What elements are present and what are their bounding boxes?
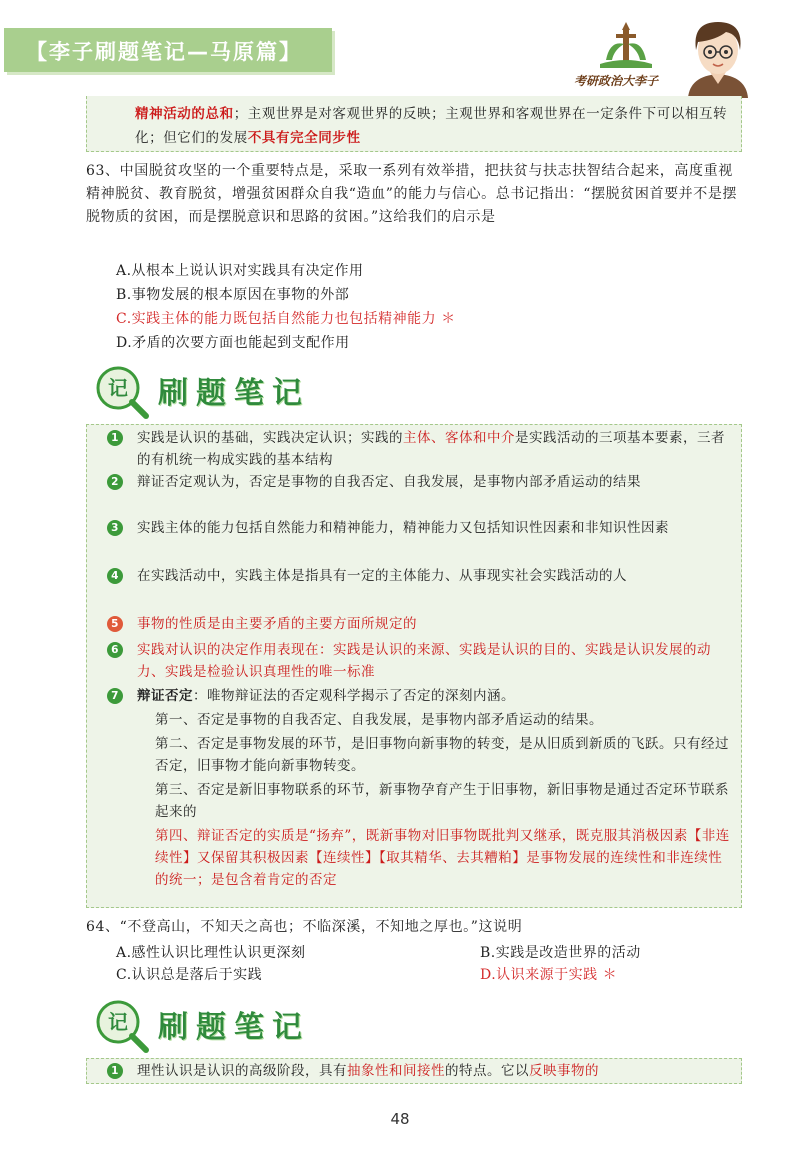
note-number-2: 2 [107, 474, 123, 490]
note-item-5 [107, 613, 731, 635]
note-item-2 [107, 471, 731, 493]
note-1-highlight: 主体、客体和中介 [403, 430, 515, 446]
q63-option-c-correct: C.实践主体的能力既包括自然能力也包括精神能力 ＊ [116, 311, 456, 327]
magnifier-note-icon [92, 362, 150, 420]
note-7-intro: ：唯物辩证法的否定观科学揭示了否定的深刻内涵。 [193, 688, 515, 704]
note2-text-c: 的特点。它以 [445, 1063, 529, 1079]
note-5-text: 事物的性质是由主要矛盾的主要方面所规定的 [137, 616, 417, 632]
note-item-6 [107, 639, 731, 683]
notes-box-2 [86, 1058, 742, 1084]
note-number-5: 5 [107, 616, 123, 632]
svg-text:记: 记 [108, 1010, 128, 1034]
note-number-3: 3 [107, 520, 123, 536]
note-title: 刷题笔记 [158, 376, 310, 411]
note2-highlight-b: 抽象性和间接性 [347, 1063, 445, 1079]
q63-option-b: B.事物发展的根本原因在事物的外部 [116, 287, 350, 303]
note-title-2: 刷题笔记 [158, 1010, 310, 1045]
note-continuation-text [135, 102, 731, 150]
note-header-1 [86, 358, 742, 424]
question-63-stem: 63、中国脱贫攻坚的一个重要特点是，采取一系列有效举措，把扶贫与扶志扶智结合起来，高度重视精神脱贫、教育脱贫，增强贫困群众自我“造血”的能力与信心。总书记指出：“摆脱贫困首要并不是摆脱物质的贫困，而是摆脱意识和思路的贫困。”这给我们的启示是 [86, 163, 738, 225]
note-header-2 [86, 992, 742, 1058]
note-number-4: 4 [107, 568, 123, 584]
note-7-point-4: 第四、辩证否定的实质是“扬弃”，既新事物对旧事物既批判又继承，既克服其消极因素【非连续性】又保留其积极因素【连续性】【取其精华、去其糟粕】是事物发展的连续性和非连续性的统一；是包含着肯定的否定 [155, 828, 730, 888]
note-7-point-3: 第三、否定是新旧事物联系的环节，新事物孕育产生于旧事物，新旧事物是通过否定环节联系起来的 [155, 782, 729, 820]
note-3-text: 实践主体的能力包括自然能力和精神能力，精神能力又包括知识性因素和非知识性因素 [137, 520, 669, 536]
note2-number-1: 1 [107, 1063, 123, 1079]
q63-option-d: D.矛盾的次要方面也能起到支配作用 [116, 335, 350, 351]
note-number-7: 7 [107, 688, 123, 704]
tree-logo-icon [596, 20, 656, 72]
note-7-heading: 辩证否定 [137, 688, 193, 704]
highlight-not-synchronous: 不具有完全同步性 [247, 130, 361, 146]
q64-option-a: A.感性认识比理性认识更深刻 [116, 945, 306, 961]
note2-item-1 [107, 1060, 731, 1082]
note-number-1: 1 [107, 430, 123, 446]
page-number: 48 [390, 1110, 410, 1128]
note-item-4 [107, 565, 731, 587]
note-item-1 [107, 427, 731, 471]
q64-option-d-correct: D.认识来源于实践 ＊ [480, 967, 618, 983]
author-avatar [676, 14, 760, 98]
note-2-text: 辩证否定观认为，否定是事物的自我否定、自我发展，是事物内部矛盾运动的结果 [137, 474, 641, 490]
note-1-text-a: 实践是认识的基础，实践决定认识；实践的 [137, 430, 403, 446]
note-number-6: 6 [107, 642, 123, 658]
q63-option-a: A.从根本上说认识对实践具有决定作用 [116, 263, 364, 279]
logo-text: 考研政治大李子 [574, 74, 659, 88]
note-7-point-2: 第二、否定是事物发展的环节，是旧事物向新事物的转变，是从旧质到新质的飞跃。只有经过否定，旧事物才能向新事物转变。 [155, 736, 729, 774]
note-4-text: 在实践活动中，实践主体是指具有一定的主体能力、从事现实社会实践活动的人 [137, 568, 627, 584]
continuation-body: ；主观世界是对客观世界的反映；主观世界和客观世界在一定条件下可以相互转化；但它们的发展 [135, 106, 728, 146]
note-item-7 [107, 685, 731, 891]
header-banner [4, 28, 332, 72]
q64-option-c: C.认识总是落后于实践 [116, 967, 263, 983]
note-continuation-box [86, 96, 742, 152]
highlight-spirit-activity: 精神活动的总和 [135, 106, 234, 122]
note-1-text-c: 是实践活动的三项基本要素，三者的有机统一构成实践的基本结构 [137, 430, 725, 468]
note-6-text: 实践对认识的决定作用表现在：实践是认识的来源、实践是认识的目的、实践是认识发展的动力、实践是检验认识真理性的唯一标准 [137, 642, 711, 680]
header-title: 【李子刷题笔记—马原篇】 [26, 40, 302, 64]
note-item-3 [107, 517, 731, 539]
svg-text:记: 记 [108, 376, 128, 400]
note2-highlight-d: 反映事物的 [529, 1063, 599, 1079]
note2-text-a: 理性认识是认识的高级阶段，具有 [137, 1063, 347, 1079]
note-7-point-1: 第一、否定是事物的自我否定、自我发展，是事物内部矛盾运动的结果。 [155, 712, 603, 728]
notes-box [86, 424, 742, 908]
magnifier-note-icon [92, 996, 150, 1054]
q64-option-b: B.实践是改造世界的活动 [480, 945, 641, 961]
question-64-stem: 64、“不登高山，不知天之高也；不临深溪，不知地之厚也。”这说明 [86, 919, 523, 935]
